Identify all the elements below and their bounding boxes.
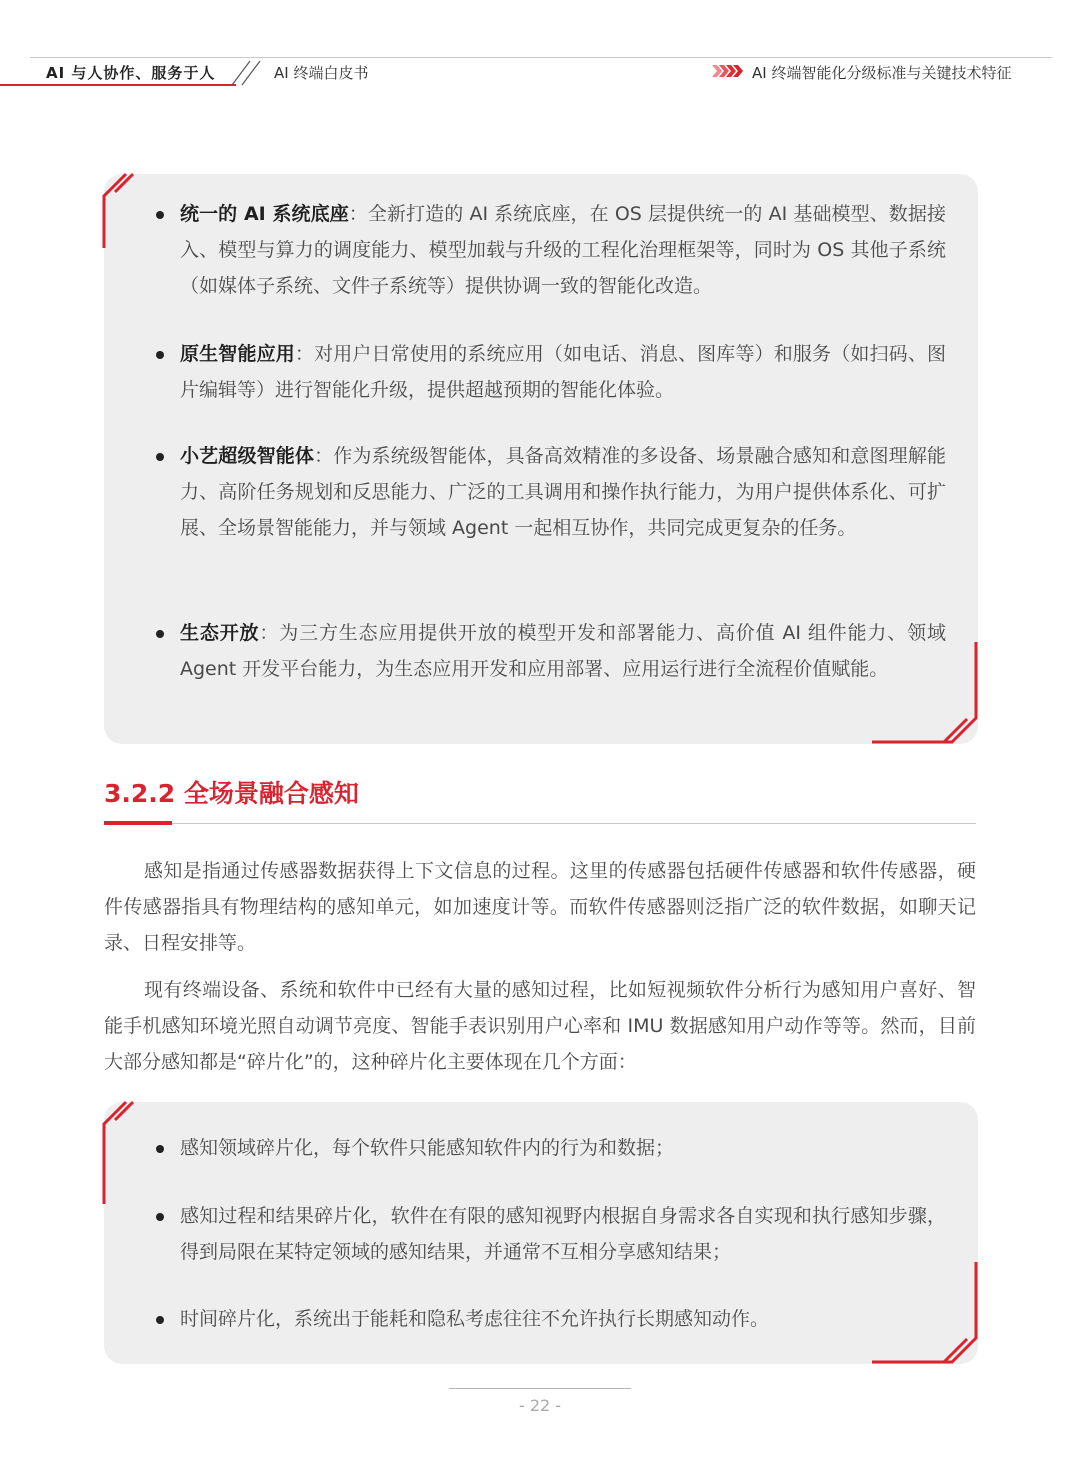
item-term: 生态开放 bbox=[180, 622, 260, 644]
header-accent-bar bbox=[0, 84, 236, 86]
footer-rule bbox=[449, 1388, 631, 1389]
list-item bbox=[156, 1130, 946, 1166]
header-doc-name: AI 终端白皮书 bbox=[274, 64, 369, 82]
item-description: ：为三方生态应用提供开放的模型开发和部署能力、高价值 AI 组件能力、领域 Agent 开发平台能力，为生态应用开发和应用部署、应用运行进行全流程价值赋能。 bbox=[180, 622, 946, 680]
list-item bbox=[156, 1198, 946, 1270]
body-paragraph: 感知是指通过传感器数据获得上下文信息的过程。这里的传感器包括硬件传感器和软件传感器，硬件传感器指具有物理结构的感知单元，如加速度计等。而软件传感器则泛指广泛的软件数据，如聊天记录、日程安排等。 bbox=[104, 860, 976, 954]
item-text: 感知过程和结果碎片化，软件在有限的感知视野内根据自身需求各自实现和执行感知步骤，得到局限在某特定领域的感知结果，并通常不互相分享感知结果； bbox=[180, 1205, 946, 1263]
list-item bbox=[156, 1301, 946, 1337]
bullet-dot bbox=[156, 453, 164, 461]
header-left-title: AI 与人协作、服务于人 bbox=[46, 64, 216, 82]
section-rule bbox=[104, 823, 976, 824]
item-description: ：作为系统级智能体，具备高效精准的多设备、场景融合感知和意图理解能力、高阶任务规划和反思能力、广泛的工具调用和操作执行能力，为用户提供体系化、可扩展、全场景智能能力，并与领域 Agent 一起相互协作，共同完成更复杂的任务。 bbox=[180, 445, 946, 539]
item-term: 统一的 AI 系统底座 bbox=[180, 203, 349, 225]
header-section-title: AI 终端智能化分级标准与关键技术特征 bbox=[752, 64, 1012, 82]
item-description: ：全新打造的 AI 系统底座，在 OS 层提供统一的 AI 基础模型、数据接入、模型与算力的调度能力、模型加载与升级的工程化治理框架等，同时为 OS 其他子系统（如媒体子系统、文件子系统等）提供协调一致的智能化改造。 bbox=[180, 203, 946, 297]
bullet-dot bbox=[156, 1316, 164, 1324]
item-description: ：对用户日常使用的系统应用（如电话、消息、图库等）和服务（如扫码、图片编辑等）进行智能化升级，提供超越预期的智能化体验。 bbox=[180, 343, 946, 401]
page-number: - 22 - bbox=[518, 1396, 562, 1415]
body-paragraph: 现有终端设备、系统和软件中已经有大量的感知过程，比如短视频软件分析行为感知用户喜好、智能手机感知环境光照自动调节亮度、智能手表识别用户心率和 IMU 数据感知用户动作等等。然而，目前大部分感知都是“碎片化”的，这种碎片化主要体现在几个方面： bbox=[104, 979, 976, 1073]
list-item bbox=[156, 438, 946, 546]
bullet-dot bbox=[156, 1145, 164, 1153]
bullet-dot bbox=[156, 1213, 164, 1221]
item-text: 感知领域碎片化，每个软件只能感知软件内的行为和数据； bbox=[180, 1137, 675, 1159]
item-term: 小艺超级智能体 bbox=[180, 445, 315, 467]
list-item bbox=[156, 615, 946, 687]
header-rule bbox=[30, 57, 1052, 58]
item-text: 时间碎片化，系统出于能耗和隐私考虑往往不允许执行长期感知动作。 bbox=[180, 1308, 770, 1330]
panel-corner-decoration-top-left bbox=[100, 1100, 140, 1204]
item-term: 原生智能应用 bbox=[180, 343, 295, 365]
list-item bbox=[156, 336, 946, 408]
panel-corner-decoration-top-left bbox=[100, 172, 140, 248]
bullet-dot bbox=[156, 211, 164, 219]
bullet-dot bbox=[156, 351, 164, 359]
section-accent-bar bbox=[104, 821, 172, 825]
bullet-dot bbox=[156, 630, 164, 638]
list-item bbox=[156, 196, 946, 304]
chevron-arrows-icon bbox=[712, 64, 744, 78]
page-header bbox=[0, 0, 1080, 100]
header-slash-divider bbox=[228, 58, 268, 86]
section-heading: 3.2.2 全场景融合感知 bbox=[104, 779, 359, 808]
